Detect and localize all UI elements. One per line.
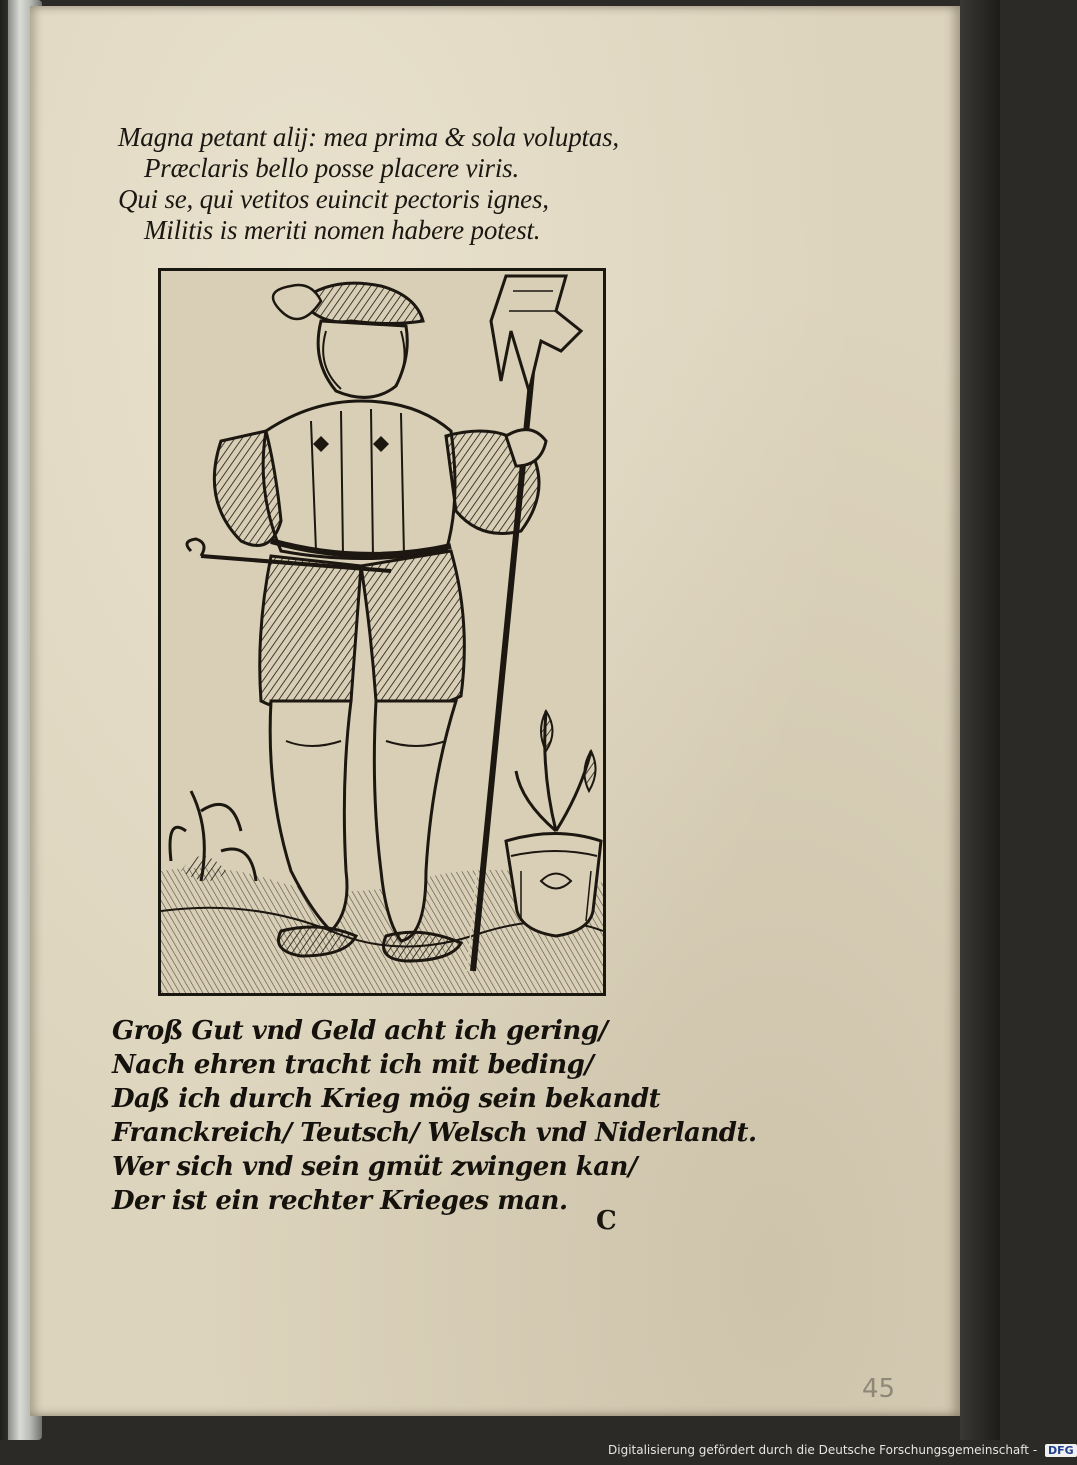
catchword: C (596, 1206, 617, 1236)
footer-text: Digitalisierung gefördert durch die Deutsche Forschungsgemeinschaft - (608, 1443, 1038, 1457)
dfg-logo: DFG (1045, 1444, 1077, 1457)
woodcut-illustration (158, 268, 606, 996)
latin-line-3: Qui se, qui vetitos euincit pectoris ignes, (118, 184, 549, 214)
german-line-5: Wer sich vnd sein gmüt zwingen kan/ (112, 1152, 637, 1182)
latin-verse (118, 122, 818, 246)
german-line-4: Franckreich/ Teutsch/ Welsch vnd Niderlandt. (112, 1118, 757, 1148)
latin-line-4: Militis is meriti nomen habere potest. (144, 215, 541, 245)
german-line-2: Nach ehren tracht ich mit beding/ (112, 1050, 594, 1080)
latin-line-1: Magna petant alij: mea prima & sola voluptas, (118, 122, 619, 152)
landsknecht-woodcut-image (161, 271, 603, 993)
digitization-footer (608, 1443, 1077, 1457)
pencil-page-number: 45 (862, 1374, 896, 1404)
book-right-edge (960, 0, 1000, 1440)
german-line-1: Groß Gut vnd Geld acht ich gering/ (112, 1016, 608, 1046)
german-line-6: Der ist ein rechter Krieges man. (112, 1186, 568, 1216)
latin-line-2: Præclaris bello posse placere viris. (144, 153, 520, 183)
german-line-3: Daß ich durch Krieg mög sein bekandt (112, 1084, 661, 1114)
german-verse (112, 1014, 832, 1218)
